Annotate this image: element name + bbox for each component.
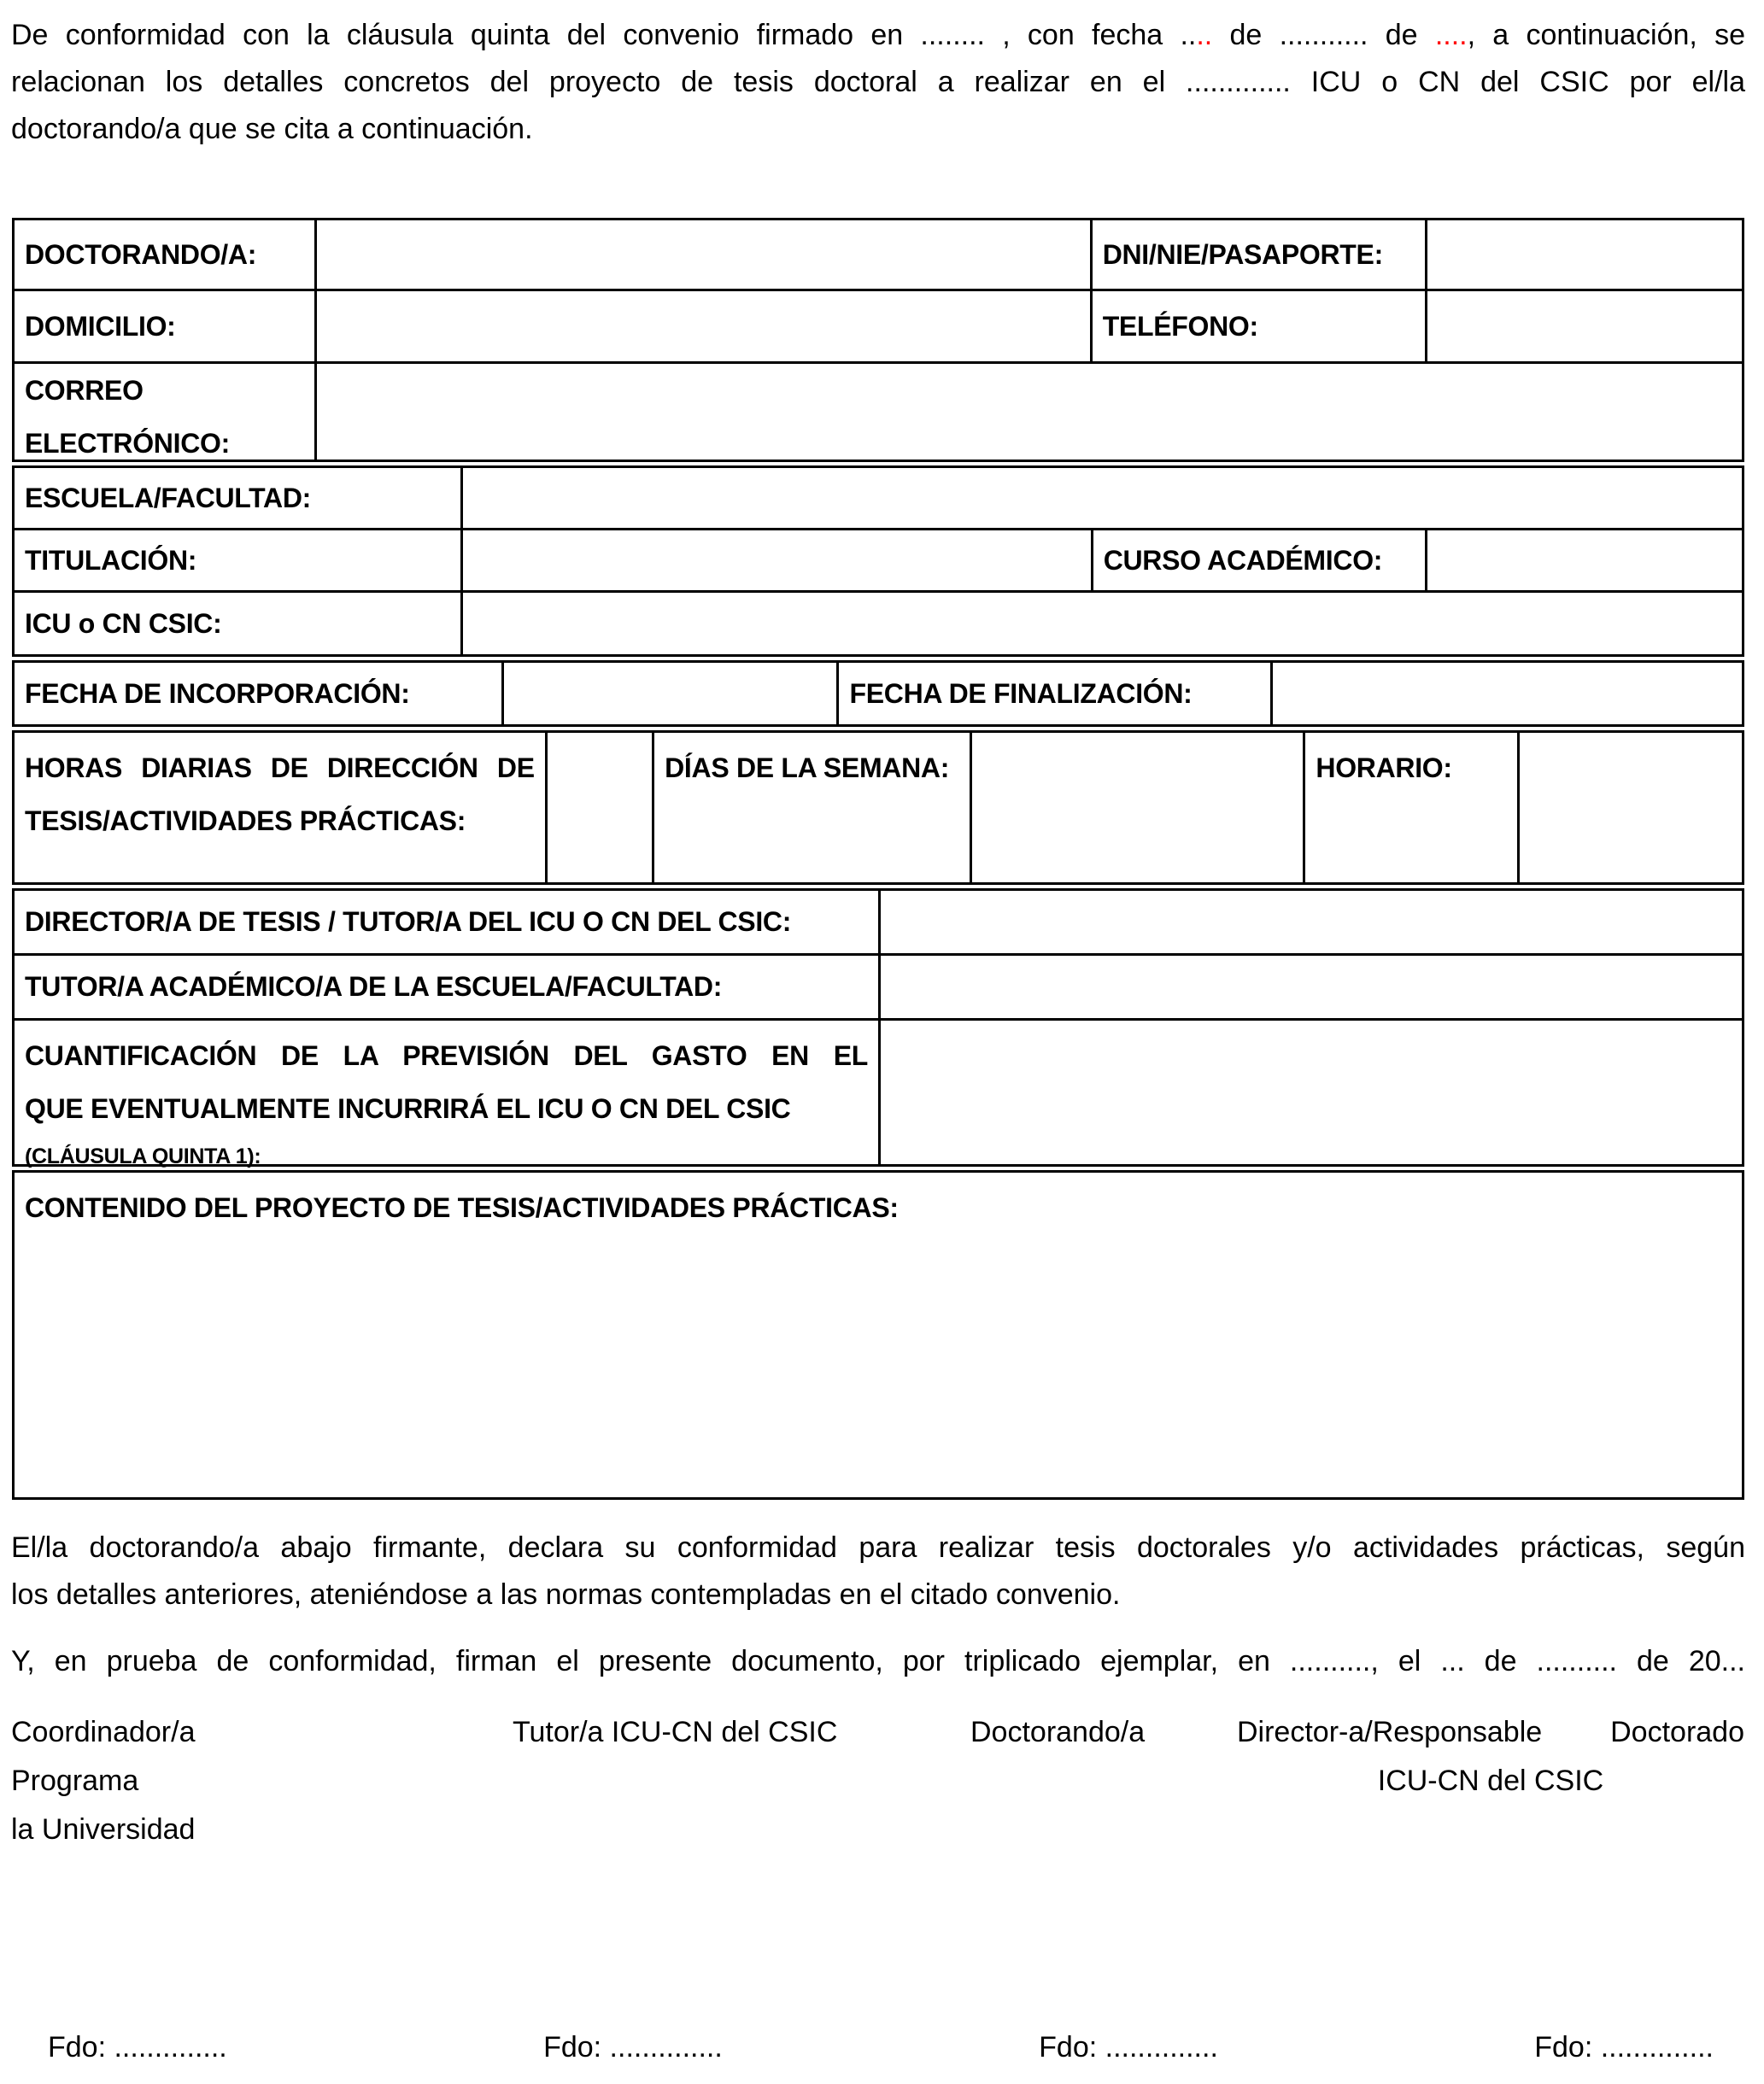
director-label: DIRECTOR/A DE TESIS / TUTOR/A DEL ICU O CN DEL CSIC:	[25, 906, 792, 938]
doctorando-label: DOCTORANDO/A:	[25, 238, 257, 270]
table-section-personal	[12, 218, 1744, 462]
fecha-finalizacion-label: FECHA DE FINALIZACIÓN:	[836, 663, 1270, 724]
fdo-doctorando: Fdo: ..............	[1039, 2031, 1218, 2064]
tutor-academico-value-cell[interactable]	[878, 956, 1742, 1018]
row-domicilio	[15, 289, 1742, 361]
horario-label: HORARIO:	[1303, 733, 1517, 882]
row-director	[15, 891, 1742, 953]
row-titulacion	[15, 528, 1742, 590]
curso-value-cell[interactable]	[1425, 530, 1742, 590]
correo-label-line-2: ELECTRÓNICO:	[25, 428, 230, 460]
escuela-label: ESCUELA/FACULTAD:	[25, 482, 312, 513]
dni-value-cell[interactable]	[1425, 220, 1742, 289]
cuantificacion-value-cell[interactable]	[878, 1021, 1742, 1164]
conformity-paragraph	[11, 1525, 1745, 1619]
horas-label	[15, 733, 545, 882]
table-section-schedule	[12, 730, 1744, 885]
domicilio-value-cell[interactable]	[314, 291, 1090, 361]
doctorando-value-cell[interactable]	[314, 220, 1090, 289]
telefono-value-cell[interactable]	[1425, 291, 1742, 361]
intro-text-1: De conformidad con la cláusula quinta del convenio firmado en ........ , con fecha	[11, 19, 1181, 51]
coordinator-line-1: Coordinador/a Programa	[11, 1716, 196, 1797]
fecha-incorporacion-label: FECHA DE INCORPORACIÓN:	[25, 677, 410, 709]
cuantificacion-label	[15, 1021, 878, 1168]
signature-doctorando: Doctorando/a	[970, 1716, 1146, 1748]
details-table	[12, 218, 1744, 1500]
icu-value-cell[interactable]	[460, 593, 1742, 654]
domicilio-label: DOMICILIO:	[25, 310, 176, 342]
signature-director	[1237, 1708, 1744, 1806]
row-horas	[15, 733, 1742, 882]
signature-tutor: Tutor/a ICU-CN del CSIC	[513, 1716, 838, 1748]
contenido-value-cell[interactable]	[15, 1173, 1742, 1497]
horas-label-line-2: TESIS/ACTIVIDADES PRÁCTICAS:	[25, 805, 466, 837]
fecha-year-dots-red: ....	[1434, 19, 1468, 51]
fdo-director: Fdo: ..............	[1534, 2031, 1714, 2064]
intro-text-2: de ........... de	[1212, 19, 1435, 51]
director-line-1	[1237, 1708, 1744, 1757]
correo-value-cell[interactable]	[314, 364, 1742, 460]
conformity-line-1: El/la doctorando/a abajo firmante, declara su conformidad para realizar tesis doctorales y/o actividades prácticas, según	[11, 1531, 1745, 1564]
telefono-label: TELÉFONO:	[1090, 291, 1425, 361]
director-value-cell[interactable]	[878, 891, 1742, 953]
dias-label: DÍAS DE LA SEMANA:	[652, 733, 970, 882]
intro-line-2: relacionan los detalles concretos del proyecto de tesis doctoral a realizar en el ............. ICU o CN del CSIC por el/la	[11, 66, 1745, 99]
correo-label-line-1: CORREO	[25, 375, 144, 406]
row-doctorando	[15, 220, 1742, 289]
icu-label: ICU o CN CSIC:	[25, 607, 222, 639]
row-tutor-academico	[15, 953, 1742, 1018]
dias-value-cell[interactable]	[970, 733, 1303, 882]
coordinator-line-2: la Universidad	[11, 1812, 196, 1846]
fdo-row	[48, 2031, 1714, 2064]
titulacion-value-cell[interactable]	[460, 530, 1091, 590]
fecha-incorporacion-value-cell[interactable]	[501, 663, 836, 724]
row-cuantificacion	[15, 1018, 1742, 1168]
fdo-coordinator: Fdo: ..............	[48, 2031, 227, 2064]
intro-line-3: doctorando/a que se cita a continuación.	[11, 113, 533, 146]
horario-value-cell[interactable]	[1517, 733, 1742, 882]
fecha-finalizacion-value-cell[interactable]	[1270, 663, 1742, 724]
conformity-line-2: los detalles anteriores, ateniéndose a las normas contempladas en el citado convenio.	[11, 1578, 1121, 1612]
director-line-1b: Doctorado	[1610, 1716, 1744, 1748]
table-section-contenido	[12, 1170, 1744, 1500]
cuantificacion-line-3: (CLÁUSULA QUINTA 1):	[25, 1144, 261, 1168]
dni-label: DNI/NIE/PASAPORTE:	[1090, 220, 1425, 289]
intro-text-3: , a continuación, se	[1467, 19, 1745, 51]
fdo-tutor: Fdo: ..............	[543, 2031, 723, 2064]
cuantificacion-line-1: CUANTIFICACIÓN DE LA PREVISIÓN DEL GASTO EN EL	[25, 1040, 868, 1071]
contenido-label: CONTENIDO DEL PROYECTO DE TESIS/ACTIVIDADES PRÁCTICAS:	[25, 1192, 899, 1223]
tutor-academico-label: TUTOR/A ACADÉMICO/A DE LA ESCUELA/FACULTAD:	[25, 971, 723, 1003]
correo-label	[15, 364, 314, 460]
horas-value-cell[interactable]	[545, 733, 652, 882]
row-contenido	[15, 1173, 1742, 1497]
row-correo	[15, 361, 1742, 460]
signature-roles	[0, 1708, 1764, 1846]
titulacion-label: TITULACIÓN:	[25, 544, 197, 576]
director-line-1a: Director-a/Responsable	[1237, 1716, 1543, 1748]
fecha-day-dots-black: ..	[1180, 19, 1197, 51]
fecha-day-dots-red: ..	[1196, 19, 1213, 51]
table-section-dates	[12, 660, 1744, 727]
row-icu	[15, 590, 1742, 654]
row-fechas	[15, 663, 1742, 724]
table-section-supervisors	[12, 888, 1744, 1167]
cuantificacion-line-2: QUE EVENTUALMENTE INCURRIRÁ EL ICU O CN DEL CSIC	[25, 1093, 791, 1125]
horas-label-line-1: HORAS DIARIAS DE DIRECCIÓN DE	[25, 752, 535, 783]
signing-statement: Y, en prueba de conformidad, firman el presente documento, por triplicado ejemplar, en .........., el ... de .......... de 20...	[11, 1645, 1745, 1677]
row-escuela	[15, 468, 1742, 528]
table-section-academic	[12, 465, 1744, 657]
intro-line-1	[11, 12, 1745, 59]
director-line-2: ICU-CN del CSIC	[1377, 1764, 1604, 1797]
signature-coordinator	[11, 1708, 267, 1853]
curso-label: CURSO ACADÉMICO:	[1091, 530, 1425, 590]
escuela-value-cell[interactable]	[460, 468, 1742, 528]
intro-paragraph	[11, 12, 1745, 153]
